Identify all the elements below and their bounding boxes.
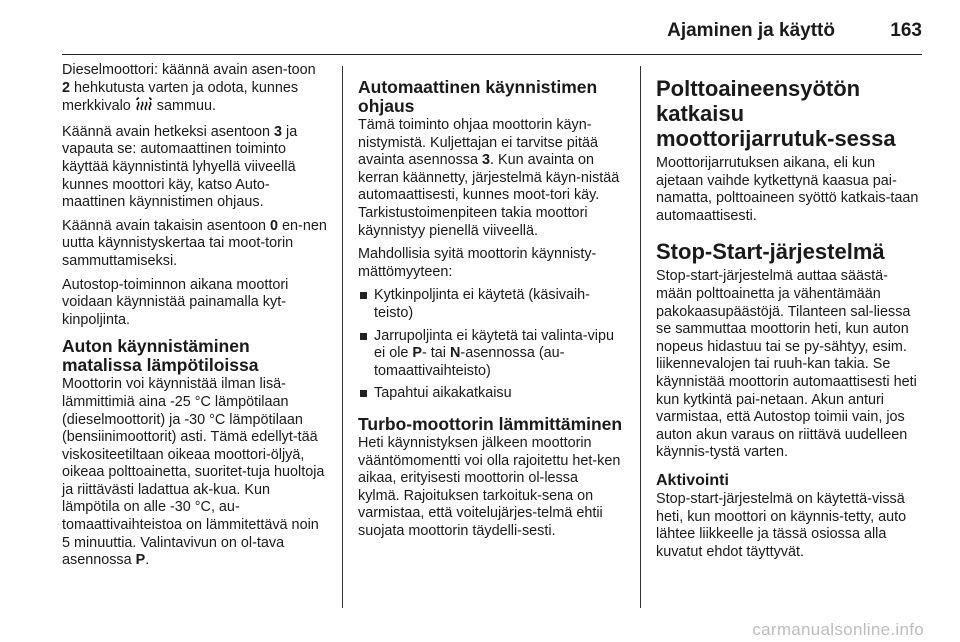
paragraph-cold-start: Moottorin voi käynnistää ilman lisä-lämmittimiä aina -25 °C lämpötilaan (dieselmoottorit) ja -30 °C lämpötilaan (bensiinimoottorit) asti. Tämä edellyt-tää viskositeetiltaan oikeaa moottori-öljyä, oikeaa polttoainetta, suoritet-tuja huoltoja ja riittävästi ladattua ak-kua. Kun lämpötila on alle -30 °C, au-tomaattivaihteistoa on lämmitettävä noin 5 minuuttia. Valintavivun on ol-tava asennossa P. [62,376,325,569]
paragraph-return-key: Käännä avain takaisin asentoon 0 en-nen uutta käynnistyskertaa tai moot-torin sammuttamiseksi. [62,217,327,269]
heading-turbo: Turbo-moottorin lämmittäminen [358,413,623,434]
paragraph-turn-key: Käännä avain hetkeksi asentoon 3 ja vapauta se: automaattinen toiminto käyttää käynnistintä lyhyellä viiveellä kunnes moottori käy, katso Auto-maattinen käynnistimen ohjaus. [62,123,298,211]
paragraph-reasons: Mahdollisia syitä moottorin käynnisty-mättömyyteen: [358,246,597,280]
list-item: Kytkinpoljinta ei käytetä (käsivaih-teisto) [358,287,623,322]
heading-cold-start: Auton käynnistäminen matalissa lämpötiloissa [62,336,259,376]
page-number: 163 [890,20,922,41]
paragraph-stop-start: Stop-start-järjestelmä auttaa säästä-mään polttoainetta ja vähentämään pakokaasupäästöjä. Tilanteen sal-liessa se sammuttaa moottorin heti, kun auton nopeus hidastuu tai se py-sähtyy, esim. liikennevalojen tai ruuh-kan takia. Se käynnistää moottorin automaattisesti heti kun kytkintä pai-netaan. Akun anturi varmistaa, että Autostop toimii vain, jos auton akun varaus on riittävä uudelleen käynnis-tystä varten. [656,268,917,461]
column-2 [358,62,623,546]
running-title: Ajaminen ja käyttö [667,20,835,41]
column-1 [62,62,327,576]
column-divider [342,66,343,608]
paragraph-auto-starter: Tämä toiminto ohjaa moottorin käyn-nistymistä. Kuljettajan ei tarvitse pitää avainta asennossa 3. Kun avainta on kerran käännetty, järjestelmä käyn-nistää automaattisesti, kunnes moot-tori käy. Tarkistustoimenpiteen takia moottori käynnistyy pienellä viiveellä. [358,117,620,239]
paragraph-activation: Stop-start-järjestelmä on käytettä-vissä heti, kun moottori on käynnis-tetty, auto lähtee liikkeelle ja tässä osiossa alla kuvatut ehdot täyttyvät. [656,490,907,560]
heading-auto-starter: Automaattinen käynnistimen ohjaus [358,77,598,116]
heading-activation: Aktivointi [656,471,729,489]
heading-fuel-cutoff: Polttoaineensyötön katkaisu moottorijarrutuk-sessa [656,76,896,151]
list-item: Jarrupoljinta ei käytetä tai valinta-vipu ei ole P- tai N-asennossa (au-tomaattivaihteisto) [358,328,623,381]
glow-plug-icon [135,97,153,118]
paragraph-turbo: Heti käynnistyksen jälkeen moottorin vääntömomentti voi olla rajoitettu het-ken aikaa, erityisesti moottorin ol-lessa kylmä. Rajoituksen tarkoituk-sena on varmistaa, että voitelujärjes-telmä ehtii suojata moottorin täydelli-sesti. [358,434,621,539]
paragraph-autostop: Autostop-toiminnon aikana moottori voidaan käynnistää painamalla kyt-kinpoljinta. [62,276,289,328]
column-divider [640,66,641,608]
column-3 [656,62,921,567]
paragraph-diesel: Dieselmoottori: käännä avain asen-toon 2 hehkutusta varten ja odota, kunnes merkkivalo sammuu. [62,62,327,118]
heading-stop-start: Stop-Start-järjestelmä [656,239,885,265]
header-rule [62,54,922,55]
list-item: Tapahtui aikakatkaisu [358,385,623,403]
watermark: carmanualsonline.info [752,620,924,639]
page-header [0,0,960,62]
paragraph-fuel-cutoff: Moottorijarrutuksen aikana, eli kun ajetaan vaihde kytkettynä kaasua pai-namatta, polttoaineen syöttö katkais-taan automaattisesti. [656,155,919,224]
reasons-list [358,287,623,403]
